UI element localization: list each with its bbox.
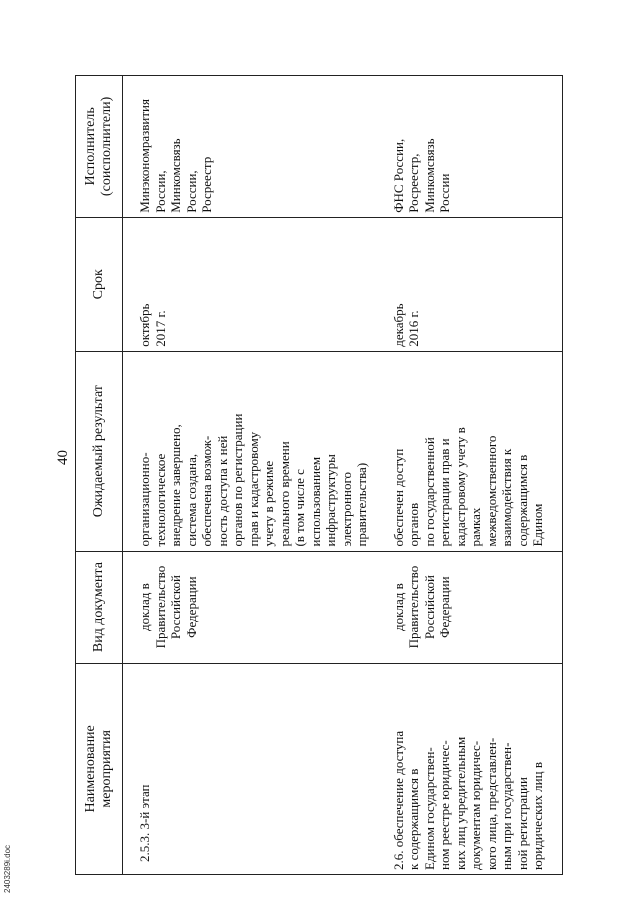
header-result: Ожидаемый результат xyxy=(76,351,123,551)
plan-table xyxy=(75,75,563,875)
row-1-executor: Минэкономразвития России, Минкомсвязь России, Росреестр xyxy=(123,76,385,218)
row-1-deadline: октябрь 2017 г. xyxy=(123,217,385,351)
row-2-doc-type: доклад в Правительство Российской Федерации xyxy=(385,551,563,663)
header-doc-type: Вид документа xyxy=(76,551,123,663)
row-1-name: 2.5.3. 3-й этап xyxy=(123,663,385,874)
row-2-deadline: декабрь 2016 г. xyxy=(385,217,563,351)
header-name: Наименование мероприятия xyxy=(76,663,123,874)
table-header-row xyxy=(76,76,123,875)
table-row xyxy=(385,76,563,875)
header-deadline: Срок xyxy=(76,217,123,351)
table-row xyxy=(123,76,385,875)
header-executor: Исполнитель (соисполнители) xyxy=(76,76,123,218)
row-1-doc-type: доклад в Правительство Российской Федерации xyxy=(123,551,385,663)
row-2-executor: ФНС России, Росреестр, Минкомсвязь России xyxy=(385,76,563,218)
rotated-page xyxy=(55,75,563,875)
page-number: 40 xyxy=(55,450,71,465)
file-label: 2403289i.doc xyxy=(3,844,12,893)
row-2-result: обеспечен доступ органов по государственной регистрации прав и кадастровому учету в рамках межведомственного взаимодействия к содержащимся в Едином xyxy=(385,351,563,551)
row-1-result: организационно- технологическое внедрение завершено, система создана, обеспечена возмож- ность доступа к ней органов по регистрации прав и кадастровому учету в режиме реального времени (в том числе с использованием инфраструктуры электронного правительства) xyxy=(123,351,385,551)
row-2-name: 2.6. обеспечение доступа к содержащимся в Едином государствен- ном реестре юридичес- ких лиц учредительным документам юридичес- кого лица, представлен- ным при государствен- ной регистрации юридических лиц в xyxy=(385,663,563,874)
